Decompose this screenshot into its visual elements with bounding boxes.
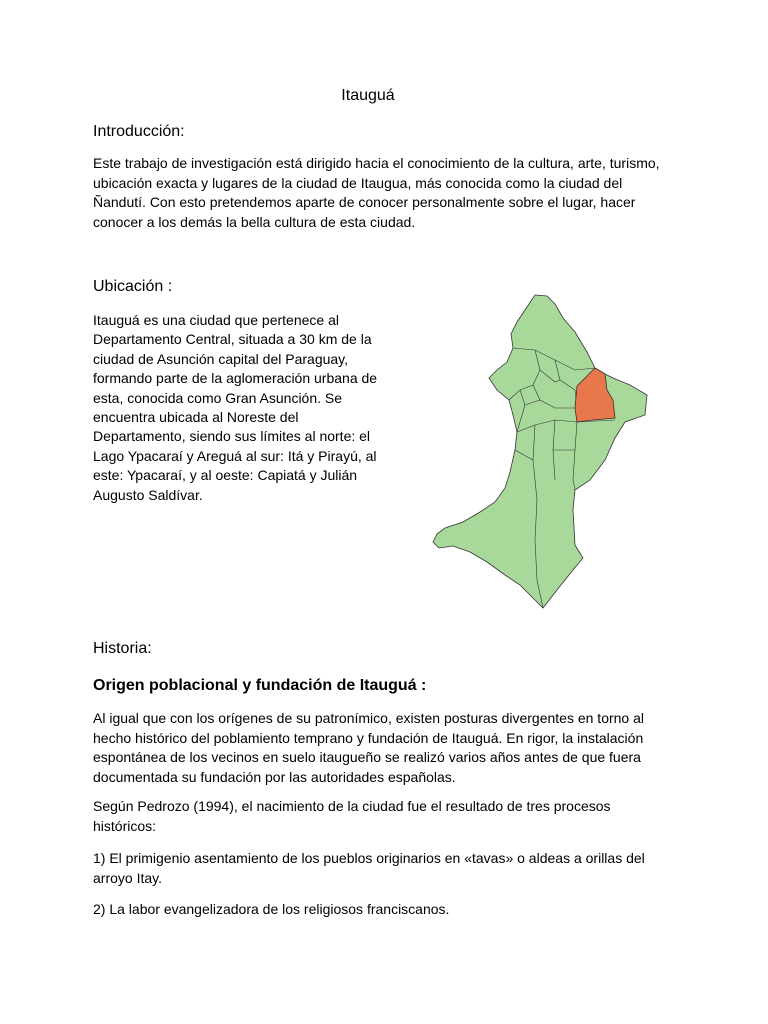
departamento-central-map — [425, 290, 650, 610]
heading-introduccion: Introducción: — [93, 123, 185, 140]
heading-ubicacion: Ubicación : — [93, 278, 173, 295]
map-region-outline — [433, 295, 647, 608]
paragraph-historia-2: Según Pedrozo (1994), el nacimiento de la ciudad fue el resultado de tres procesos históricos: — [93, 798, 611, 834]
subheading-origen: Origen poblacional y fundación de Itauguá : — [93, 677, 427, 694]
paragraph-introduccion: Este trabajo de investigación está dirigido hacia el conocimiento de la cultura, arte, turismo, ubicación exacta y lugares de la ciudad de Itaugua, más conocida como la ciudad del Ñandutí. Con esto pretendemos aparte de conocer personalmente sobre el lugar, hacer conocer a los demás la bella cultura de esta ciudad. — [93, 155, 660, 230]
paragraph-historia-1: Al igual que con los orígenes de su patronímico, existen posturas divergentes en torno al hecho histórico del poblamiento temprano y fundación de Itauguá. En rigor, la instalación espontánea de los vecinos en suelo itaugueño se realizó varios años antes de que fuera documentada su fundación por las autoridades españolas. — [93, 710, 644, 785]
paragraph-historia-4: 2) La labor evangelizadora de los religiosos franciscanos. — [93, 901, 450, 917]
document-title: Itauguá — [341, 87, 395, 104]
paragraph-historia-3: 1) El primigenio asentamiento de los pueblos originarios en «tavas» o aldeas a orillas del arroyo Itay. — [93, 850, 645, 886]
paragraph-ubicacion: Itauguá es una ciudad que pertenece al Departamento Central, situada a 30 km de la ciudad de Asunción capital del Paraguay, formando parte de la aglomeración urbana de esta, conocida como Gran Asunción. Se encuentra ubicada al Noreste del Departamento, siendo sus límites al norte: el Lago Ypacaraí y Areguá al sur: Itá y Pirayú, al este: Ypacaraí, y al oeste: Capiatá y Julián Augusto Saldívar. — [93, 312, 378, 503]
heading-historia: Historia: — [93, 640, 152, 657]
